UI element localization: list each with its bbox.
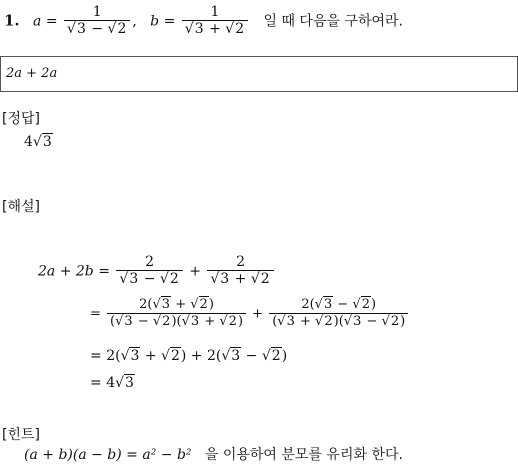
- minus-sign: −: [143, 271, 156, 288]
- radicand: 2: [162, 313, 171, 329]
- minus-sign: −: [245, 348, 258, 364]
- radicand: 2: [361, 297, 370, 312]
- fraction-numerator: 2(√3 + √2): [139, 297, 214, 312]
- result-coefficient: 4: [106, 375, 116, 391]
- fraction-numerator: 1: [210, 4, 220, 20]
- equals-sign: =: [163, 13, 176, 30]
- radicand: 3: [286, 313, 295, 329]
- paren: (: [338, 313, 344, 329]
- radicand: 3: [130, 348, 140, 364]
- paren: ): [237, 313, 244, 329]
- equals-sign: =: [98, 263, 110, 280]
- fraction-numerator: 1: [92, 4, 102, 20]
- problem-statement: [4, 4, 403, 39]
- problem-number: 1.: [4, 11, 20, 30]
- explanation-heading: [해설]: [2, 199, 40, 215]
- text: 2(: [106, 348, 121, 364]
- radicand: 3: [125, 375, 134, 391]
- radicand: 3: [129, 271, 139, 288]
- var-b: b: [150, 13, 160, 30]
- radicand: 2: [170, 348, 180, 364]
- text: ) + 2(: [180, 348, 222, 364]
- radicand: 3: [353, 313, 362, 329]
- fraction-denominator: (√3 − √2)(√3 + √2): [107, 313, 246, 330]
- radicand: 2: [199, 297, 208, 312]
- plus-sign: +: [144, 348, 157, 364]
- instruction-text: 일 때 다음을 구하여라.: [263, 13, 403, 30]
- fraction-numerator: 2: [145, 254, 155, 270]
- radicand: 3: [194, 21, 204, 38]
- paren: ): [281, 348, 288, 364]
- fraction-denominator: √3 + √2: [182, 20, 248, 39]
- step-lhs: 2a + 2b: [38, 263, 94, 280]
- fraction-term-2: [207, 254, 273, 289]
- fraction-term-1: [116, 254, 182, 289]
- fraction-a: [64, 4, 130, 39]
- explanation-step-1: [38, 254, 276, 289]
- fraction-denominator: (√3 + √2)(√3 − √2): [269, 313, 408, 330]
- radicand: 3: [124, 313, 133, 329]
- paren: (: [176, 313, 182, 329]
- minus-sign: −: [91, 21, 104, 38]
- answer-radicand: 3: [42, 134, 52, 150]
- fraction-numerator: 2(√3 − √2): [301, 297, 377, 312]
- fraction-denominator: √3 + √2: [207, 270, 273, 289]
- paren: ): [333, 313, 339, 329]
- equals-sign: =: [90, 375, 102, 391]
- paren: (: [272, 313, 278, 329]
- plus-sign: +: [300, 313, 311, 329]
- radicand: 2: [117, 21, 127, 38]
- var-a: a: [33, 13, 42, 30]
- answer-value: 4√3: [24, 134, 52, 150]
- explanation-step-2: [90, 298, 410, 330]
- fraction-denominator: √3 − √2: [116, 270, 182, 289]
- hint-text: 을 이용하여 분모를 유리화 한다.: [204, 447, 403, 463]
- plus-sign: +: [189, 263, 201, 280]
- fraction-b: [182, 4, 248, 39]
- radicand: 3: [323, 297, 333, 312]
- plus-sign: +: [252, 306, 264, 322]
- radicand: 3: [231, 348, 241, 364]
- radicand: 2: [228, 313, 237, 329]
- radicand: 3: [190, 313, 200, 329]
- equals-sign: =: [90, 306, 101, 322]
- explanation-step-3: = 2(√3 + √2) + 2(√3 − √2): [90, 348, 288, 364]
- radicand: 3: [220, 271, 230, 288]
- hint-heading: [힌트]: [2, 427, 40, 443]
- paren: ): [370, 297, 377, 312]
- equals-sign: =: [45, 13, 58, 30]
- fraction-term-1: [107, 298, 246, 330]
- hint-formula: (a + b)(a − b) = a² − b²: [24, 447, 192, 463]
- paren: ): [171, 313, 177, 329]
- radicand: 2: [271, 348, 281, 364]
- paren: ): [208, 297, 214, 312]
- fraction-denominator: √3 − √2: [64, 20, 130, 39]
- plus-sign: +: [209, 21, 221, 38]
- radicand: 3: [161, 297, 171, 312]
- radicand: 2: [260, 271, 270, 288]
- answer-heading: [정답]: [2, 111, 40, 127]
- radicand: 2: [324, 313, 333, 329]
- plus-sign: +: [204, 313, 216, 329]
- radicand: 3: [76, 21, 86, 38]
- paren: ): [400, 313, 406, 329]
- paren: (: [110, 313, 116, 329]
- question-box: [0, 56, 518, 92]
- minus-sign: −: [366, 313, 378, 329]
- radicand: 2: [169, 271, 179, 288]
- radicand: 2: [235, 21, 245, 38]
- equals-sign: =: [90, 348, 102, 364]
- radicand: 2: [390, 313, 400, 329]
- comma: ,: [132, 13, 137, 30]
- minus-sign: −: [137, 313, 149, 329]
- fraction-term-2: [269, 298, 408, 330]
- question-expression: 2a + 2a: [6, 66, 58, 81]
- fraction-numerator: 2: [236, 254, 245, 270]
- hint-body: [24, 444, 403, 464]
- plus-sign: +: [175, 297, 187, 312]
- plus-sign: +: [234, 271, 247, 288]
- text: 2(: [139, 297, 153, 312]
- answer-coefficient: 4: [24, 134, 33, 150]
- minus-sign: −: [337, 297, 349, 312]
- text: 2(: [301, 297, 315, 312]
- explanation-step-4: = 4√3: [90, 375, 134, 391]
